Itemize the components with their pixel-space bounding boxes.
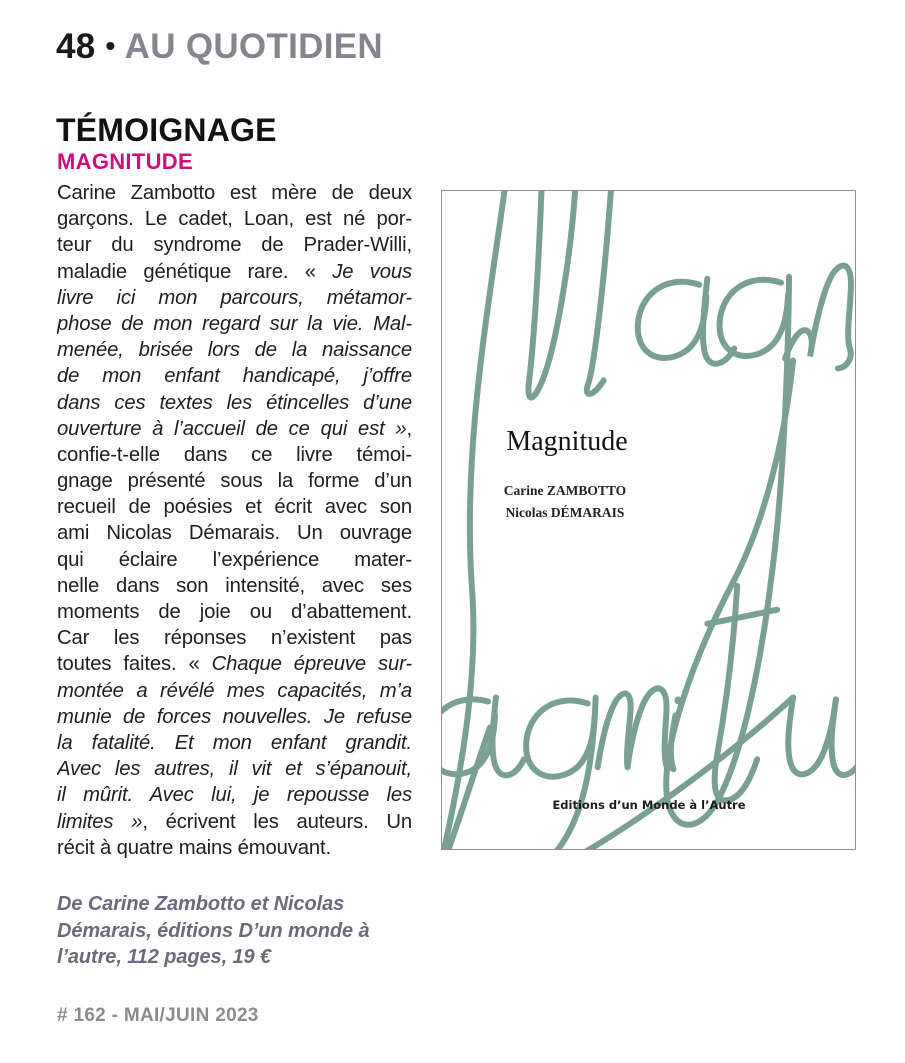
body-line [57,835,412,861]
body-text-italic: Chaque épreuve sur- [211,653,412,676]
body-text: Carine Zambotto est mère de deux [57,182,412,204]
body-text-italic: de mon enfant handicapé, j’offre [57,365,412,388]
body-text: nelle dans son intensité, avec ses [57,574,412,597]
body-text-italic: la fatalité. Et mon enfant grandit. [57,731,412,754]
body-text-italic: ouverture à l’accueil de ce qui est » [57,417,407,440]
header-bullet: • [105,30,116,61]
body-text-italic: livre ici mon parcours, métamor- [57,286,412,309]
body-line [57,285,412,311]
body-text: , [406,417,412,440]
body-line [57,206,412,232]
body-line [57,494,412,520]
body-text-italic: montée a révélé mes capacités, m’a [57,679,412,702]
credit-line: De Carine Zambotto et Nicolas [57,893,345,915]
book-publisher: Editions d’un Monde à l’Autre [552,798,746,812]
body-line [57,678,412,704]
body-line [57,599,412,625]
body-text-italic: limites » [57,810,143,833]
body-text-italic: phose de mon regard sur la vie. Mal- [57,312,412,335]
credit-line: Démarais, éditions D’un monde à [57,919,370,942]
article-credit [57,891,370,971]
body-line [57,259,412,285]
article-title: MAGNITUDE [57,149,193,174]
body-text: moments de joie ou d’abattement. [57,601,412,623]
body-line [57,730,412,756]
article-body [57,180,412,861]
section-name: AU QUOTIDIEN [124,27,383,66]
body-text: maladie génétique rare. « [57,260,333,283]
body-line [57,809,412,835]
body-text: gnage présenté sous la forme d’un [57,470,412,493]
body-line [57,363,412,389]
credit-line: l’autre, 112 pages, 19 € [57,946,272,968]
book-author: Nicolas DÉMARAIS [505,505,625,520]
body-text-italic: Je vous [332,260,412,283]
body-line [57,468,412,494]
body-line [57,756,412,782]
book-title: Magnitude [506,426,628,457]
body-text: qui éclaire l’expérience mater- [57,548,412,571]
body-line [57,232,412,258]
body-line [57,337,412,363]
body-text-italic: menée, brisée lors de la naissance [57,339,412,362]
body-line [57,520,412,546]
body-text: recueil de poésies et écrit avec son [57,496,412,519]
body-line [57,651,412,677]
body-line [57,180,412,206]
body-text: garçons. Le cadet, Loan, est né por- [57,208,412,231]
body-line [57,311,412,337]
body-text: confie-t-elle dans ce livre témoi- [57,443,412,466]
book-authors [460,480,670,524]
body-text: ami Nicolas Démarais. Un ouvrage [57,522,412,545]
body-line [57,625,412,651]
page-number: 48 [56,27,96,66]
body-text: , écrivent les auteurs. Un [142,810,412,833]
body-line [57,416,412,442]
body-text: teur du syndrome de Prader-Willi, [57,234,412,257]
body-line [57,390,412,416]
body-line [57,573,412,599]
body-text: récit à quatre mains émouvant. [57,836,331,859]
body-line [57,782,412,808]
body-text: toutes faites. « [57,653,212,676]
book-cover [441,190,856,850]
body-text-italic: il mûrit. Avec lui, je repousse les [57,784,412,807]
body-text-italic: Avec les autres, il vit et s’épanouit, [57,758,412,781]
body-line [57,704,412,730]
book-author: Carine ZAMBOTTO [503,483,627,498]
body-line [57,547,412,573]
page-header [56,27,383,67]
issue-footer: # 162 - MAI/JUIN 2023 [57,1005,259,1026]
body-line [57,442,412,468]
body-text-italic: munie de forces nouvelles. Je refuse [57,705,412,728]
article-kicker: TÉMOIGNAGE [56,112,277,148]
body-text: Car les réponses n’existent pas [57,627,412,650]
body-text-italic: dans ces textes les étincelles d’une [57,391,412,414]
